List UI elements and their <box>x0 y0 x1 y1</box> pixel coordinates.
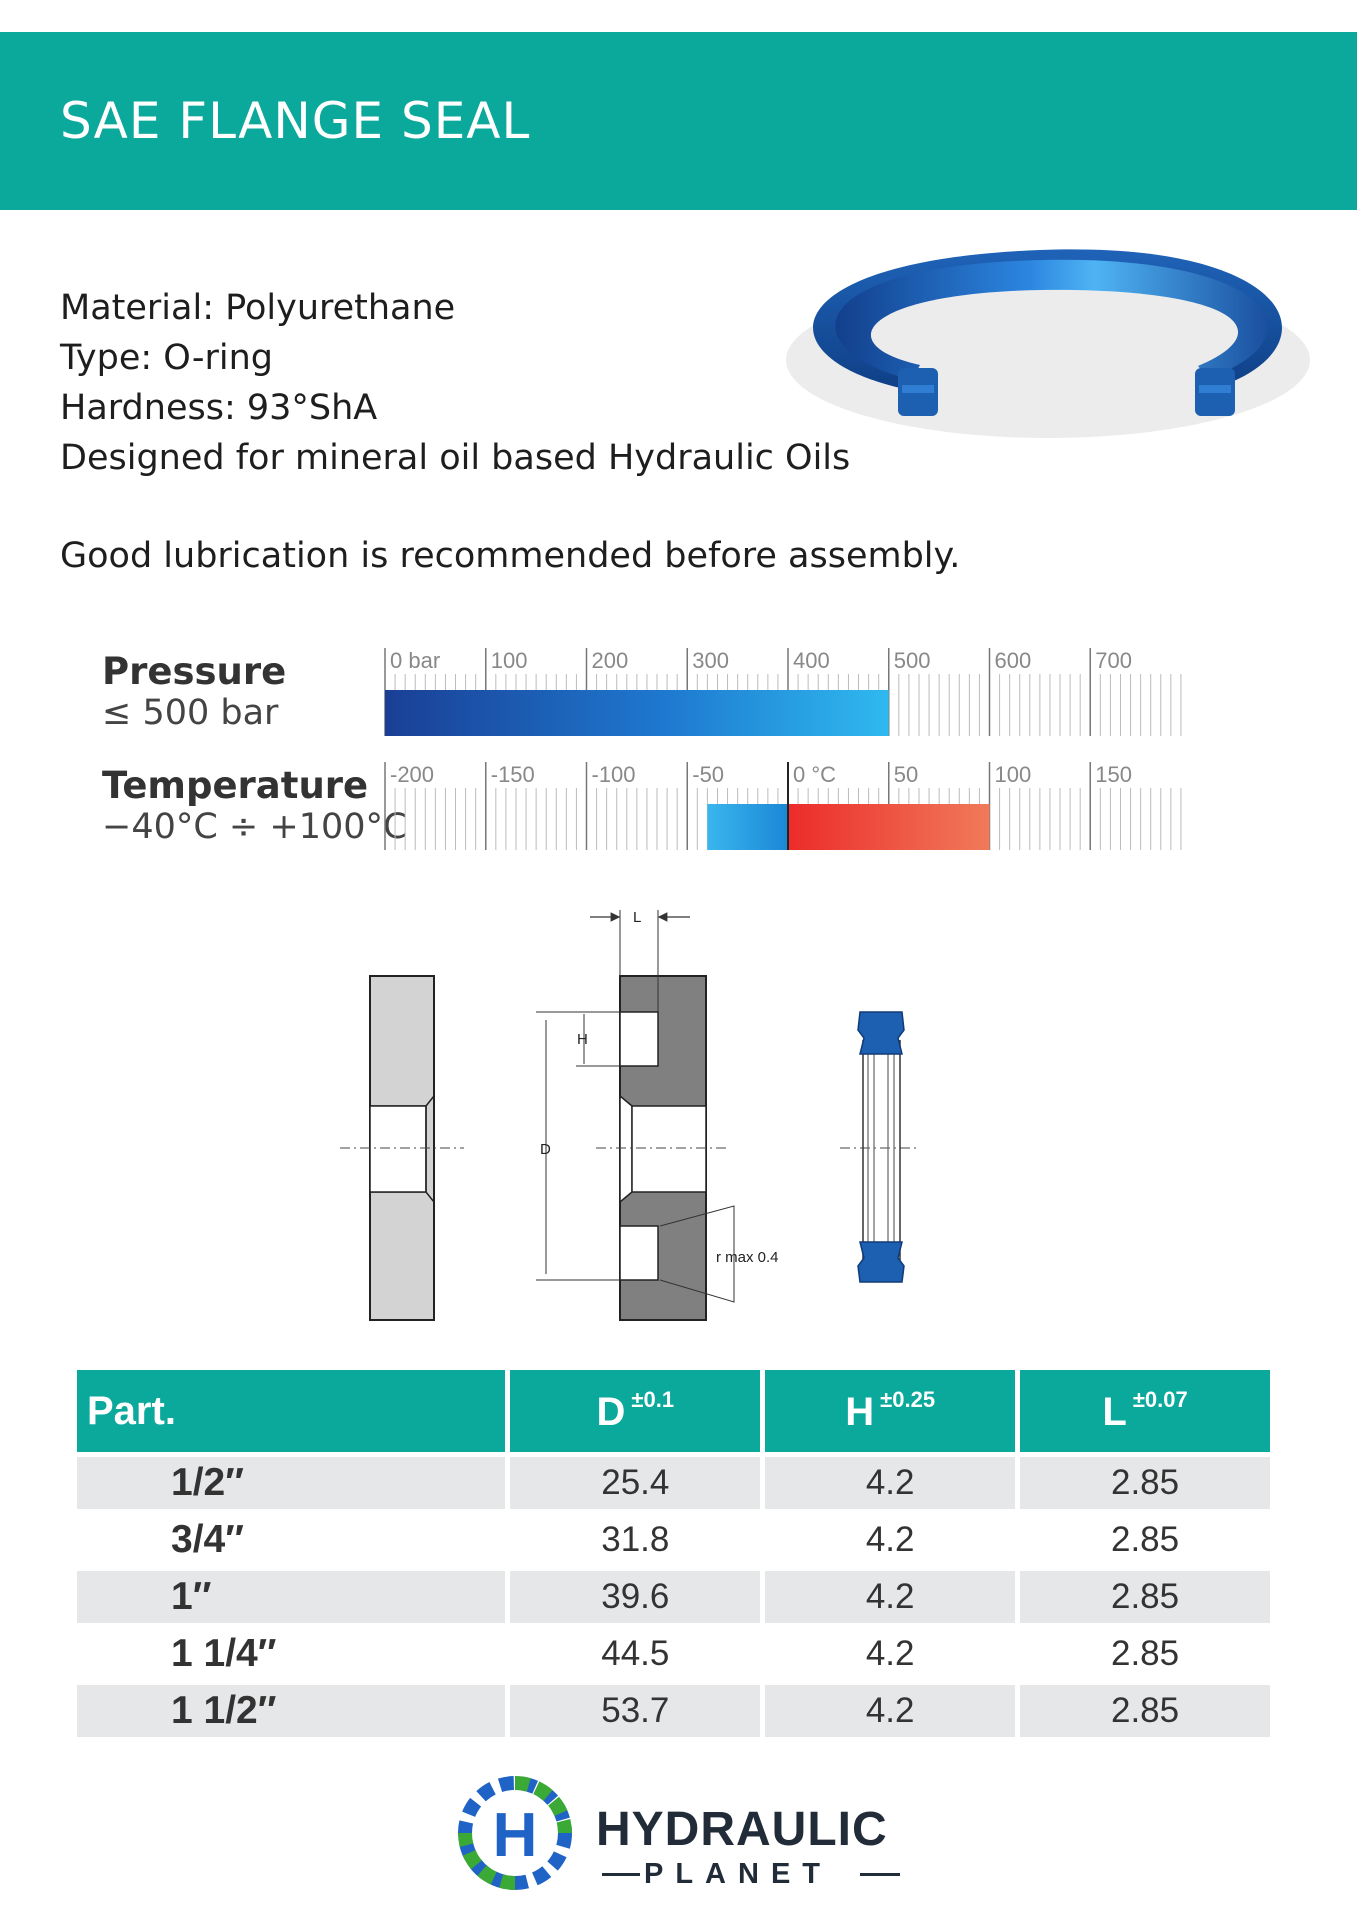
spec-material: Material: Polyurethane <box>60 288 456 328</box>
pressure-tick-label: 700 <box>1095 648 1132 673</box>
cell-l: 2.85 <box>1020 1628 1270 1680</box>
company-logo <box>440 1758 920 1908</box>
dim-label-radius: r max 0.4 <box>716 1249 779 1266</box>
cell-part: 1 1/2″ <box>77 1685 505 1737</box>
pressure-label <box>102 650 286 733</box>
temperature-value: −40°C ÷ +100°C <box>102 807 408 847</box>
logo-sub: PLANET <box>644 1858 832 1890</box>
header-d: D $^{\pm 0.1}$ <box>510 1370 760 1452</box>
table-row <box>77 1457 1270 1509</box>
pressure-tick-label: 100 <box>490 648 528 673</box>
pressure-tick-label: 0 bar <box>390 648 441 673</box>
table-row <box>77 1685 1270 1737</box>
spec-application: Designed for mineral oil based Hydraulic Oils <box>60 438 851 478</box>
temperature-hot-bar <box>788 804 990 850</box>
temperature-tick-label: -200 <box>390 762 435 787</box>
temperature-tick-label: 150 <box>1095 762 1132 787</box>
cell-d: 25.4 <box>510 1457 760 1509</box>
logo-dash-left <box>602 1873 640 1876</box>
pressure-value: ≤ 500 bar <box>102 693 279 733</box>
page-title: SAE FLANGE SEAL <box>60 92 531 150</box>
dim-label-d: D <box>540 1141 551 1158</box>
header-l: L $^{\pm 0.07}$ <box>1020 1370 1270 1452</box>
spec-type: Type: O-ring <box>60 338 273 378</box>
cell-part: 3/4″ <box>77 1514 505 1566</box>
cell-h: 4.2 <box>765 1628 1015 1680</box>
temperature-tick-label: -100 <box>591 762 636 787</box>
dim-label-l: L <box>633 909 642 926</box>
seal-ring-image <box>780 240 1320 450</box>
cell-h: 4.2 <box>765 1571 1015 1623</box>
logo-letter: H <box>492 1801 538 1870</box>
cell-d: 53.7 <box>510 1685 760 1737</box>
cell-d: 31.8 <box>510 1514 760 1566</box>
pressure-scale <box>384 648 1190 736</box>
cell-h: 4.2 <box>765 1514 1015 1566</box>
cell-d: 44.5 <box>510 1628 760 1680</box>
temperature-cold-bar <box>707 804 788 850</box>
logo-dash-right <box>860 1873 900 1876</box>
pressure-tick-label: 600 <box>994 648 1032 673</box>
temperature-tick-label: 0 °C <box>793 762 837 787</box>
temperature-tick-label: 100 <box>994 762 1032 787</box>
cell-h: 4.2 <box>765 1457 1015 1509</box>
temperature-label <box>102 764 407 847</box>
table-row <box>77 1514 1270 1566</box>
cell-h: 4.2 <box>765 1685 1015 1737</box>
temperature-tick-label: -50 <box>692 762 725 787</box>
cell-part: 1/2″ <box>77 1457 505 1509</box>
header-h: H $^{\pm 0.25}$ <box>765 1370 1015 1452</box>
gear-logo-icon <box>440 1758 590 1908</box>
temperature-name: Temperature <box>102 764 369 807</box>
parts-table <box>77 1370 1270 1742</box>
temperature-scale <box>384 762 1190 850</box>
dim-label-h: H <box>577 1031 588 1048</box>
table-row <box>77 1571 1270 1623</box>
cell-d: 39.6 <box>510 1571 760 1623</box>
pressure-tick-label: 300 <box>692 648 729 673</box>
pressure-range-bar <box>385 690 889 736</box>
temperature-tick-label: -150 <box>490 762 535 787</box>
cell-part: 1 1/4″ <box>77 1628 505 1680</box>
pressure-tick-label: 200 <box>591 648 629 673</box>
temperature-tick-label: 50 <box>893 762 919 787</box>
table-row <box>77 1628 1270 1680</box>
cell-l: 2.85 <box>1020 1685 1270 1737</box>
header-part: Part. <box>77 1370 505 1452</box>
pressure-tick-label: 500 <box>893 648 931 673</box>
technical-drawing <box>340 890 960 1330</box>
assembly-note: Good lubrication is recommended before assembly. <box>60 536 961 576</box>
pressure-name: Pressure <box>102 650 287 693</box>
pressure-tick-label: 400 <box>793 648 830 673</box>
logo-name: HYDRAULIC <box>596 1803 888 1856</box>
cell-part: 1″ <box>77 1571 505 1623</box>
header-banner <box>0 32 1357 210</box>
cell-l: 2.85 <box>1020 1457 1270 1509</box>
cell-l: 2.85 <box>1020 1514 1270 1566</box>
spec-hardness: Hardness: 93°ShA <box>60 388 378 428</box>
cell-l: 2.85 <box>1020 1571 1270 1623</box>
